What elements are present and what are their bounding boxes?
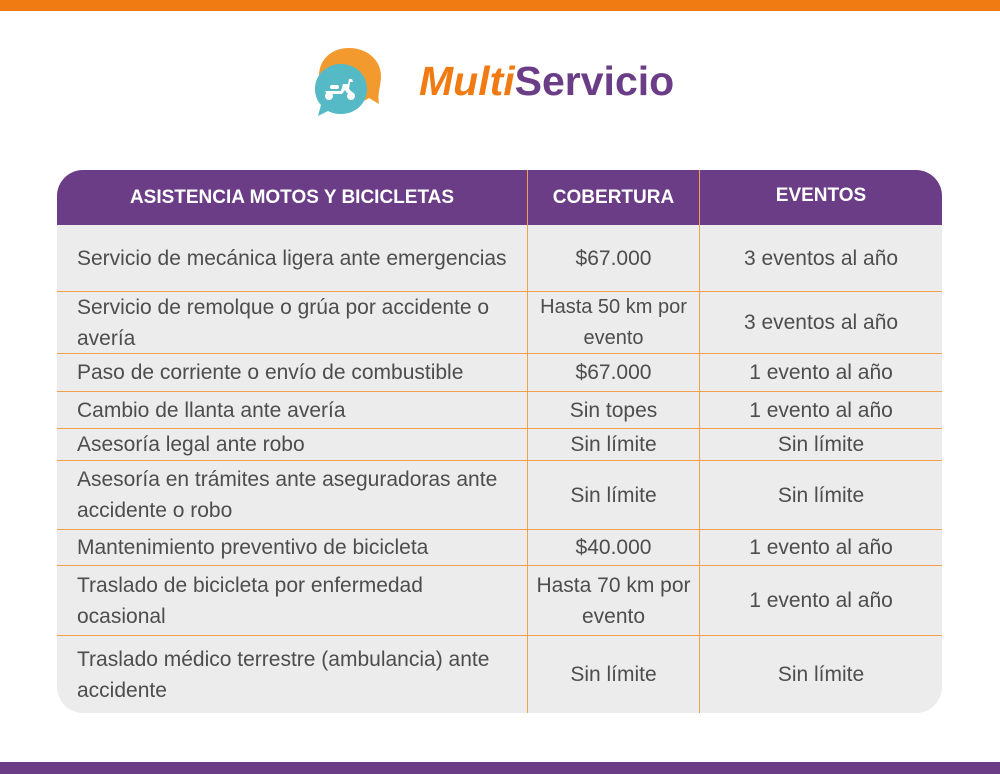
coverage-cell: $67.000 bbox=[527, 225, 699, 291]
table-row bbox=[57, 225, 942, 291]
events-cell: 1 evento al año bbox=[699, 566, 942, 635]
header-coverage: COBERTURA bbox=[527, 170, 699, 225]
table-row bbox=[57, 428, 942, 460]
table-row bbox=[57, 635, 942, 713]
events-cell: 3 eventos al año bbox=[699, 225, 942, 291]
events-cell: Sin límite bbox=[699, 429, 942, 460]
service-cell: Servicio de mecánica ligera ante emergencias bbox=[77, 246, 507, 270]
events-cell: 1 evento al año bbox=[699, 392, 942, 428]
service-cell: Asesoría en trámites ante aseguradoras ante accidente o robo bbox=[77, 468, 498, 522]
table-row bbox=[57, 353, 942, 391]
top-accent-bar bbox=[0, 0, 1000, 11]
header-events: EVENTOS bbox=[699, 170, 942, 225]
events-cell: Sin límite bbox=[699, 461, 942, 529]
table-row bbox=[57, 291, 942, 353]
events-cell: 1 evento al año bbox=[699, 530, 942, 565]
table-header bbox=[57, 170, 942, 225]
coverage-cell: Sin límite bbox=[527, 636, 699, 713]
coverage-cell: Hasta 70 km por evento bbox=[527, 566, 699, 635]
service-cell: Asesoría legal ante robo bbox=[77, 433, 305, 456]
table-row bbox=[57, 460, 942, 529]
service-cell: Cambio de llanta ante avería bbox=[77, 398, 346, 422]
coverage-cell: Sin topes bbox=[527, 392, 699, 428]
coverage-cell: Sin límite bbox=[527, 429, 699, 460]
table-row bbox=[57, 529, 942, 565]
brand-name-part2: Servicio bbox=[514, 58, 675, 104]
bottom-accent-bar bbox=[0, 762, 1000, 774]
events-cell: 3 eventos al año bbox=[699, 292, 942, 353]
brand-name bbox=[419, 57, 674, 105]
scooter-chat-bubble-icon bbox=[311, 44, 387, 120]
events-cell: 1 evento al año bbox=[699, 354, 942, 391]
service-cell: Servicio de remolque o grúa por accidente o avería bbox=[77, 295, 490, 350]
service-cell: Mantenimiento preventivo de bicicleta bbox=[77, 536, 429, 559]
header-assistance: ASISTENCIA MOTOS Y BICICLETAS bbox=[129, 186, 455, 208]
table-row bbox=[57, 391, 942, 428]
table-row bbox=[57, 565, 942, 635]
brand-name-part1: Multi bbox=[419, 58, 515, 104]
service-cell: Traslado médico terrestre (ambulancia) ante accidente bbox=[77, 647, 490, 702]
brand-logo bbox=[311, 44, 711, 120]
coverage-table bbox=[57, 170, 942, 713]
coverage-cell: Sin límite bbox=[527, 461, 699, 529]
events-cell: Sin límite bbox=[699, 636, 942, 713]
coverage-cell: $67.000 bbox=[527, 354, 699, 391]
service-cell: Traslado de bicicleta por enfermedad ocasional bbox=[77, 573, 423, 628]
service-cell: Paso de corriente o envío de combustible bbox=[77, 361, 464, 384]
coverage-cell: Hasta 50 km por evento bbox=[527, 292, 699, 353]
coverage-cell: $40.000 bbox=[527, 530, 699, 565]
